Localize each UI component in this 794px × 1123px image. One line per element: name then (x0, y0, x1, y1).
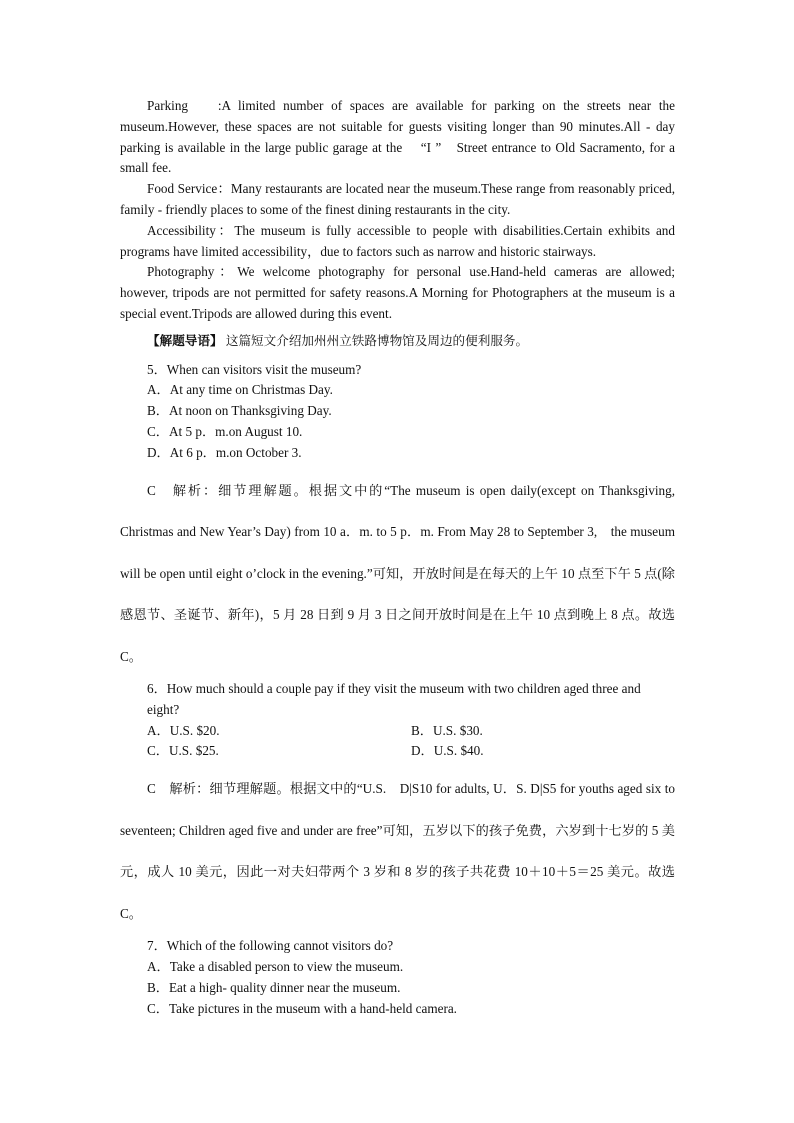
question-5-explanation-lead: C 解析：细节理解题。根据文中的“The museum is open daily(except on Thanksgiving, (147, 482, 675, 498)
question-6-option-c: C．U.S. $25. (147, 743, 219, 759)
question-6-explanation-body: six to seventeen; Children aged five and under are free”可知，五岁以下的孩子免费，六岁到十七岁的 5 美元，成人 10 美元，因此一对夫妇带两个 3 岁和 8 岁的孩子共花费 10＋10＋5＝25 美元。故选 C。 (120, 781, 675, 921)
question-5-explanation-body: Christmas and New Year’s Day) from 10 a．m. to 5 p．m. From May 28 to September 3, the museum will be open until eight o’clock in the evening.”可知，开放时间是在每天的上午 10 点至下午 5 点(除感恩节、圣诞节、新年)，5 月 28 日到 9 月 3 日之间开放时间是在上午 10 点到晚上 8 点。故选 C。 (120, 524, 675, 664)
document-page (120, 96, 675, 1019)
food-service-paragraph: Food Service：Many restaurants are located near the museum.These range from reasonably priced, family - friendly places to some of the finest dining restaurants in the city. (120, 181, 675, 217)
question-7-option-a: A．Take a disabled person to view the museum. (147, 959, 404, 975)
question-6-text: 6．How much should a couple pay if they visit the museum with two children aged three and eight? (147, 681, 641, 717)
question-6-explanation (120, 768, 675, 934)
question-6 (120, 679, 675, 934)
question-6-explanation-lead: C 解析：细节理解题。根据文中的“U.S. D|S10 for adults, U．S. D|S5 for youths aged (147, 781, 643, 797)
question-6-option-b: B．U.S. $30. (411, 722, 483, 738)
question-7-option-c: C．Take pictures in the museum with a hand-held camera. (147, 1000, 457, 1016)
question-7-option-b: B．Eat a high- quality dinner near the museum. (147, 979, 401, 995)
photography-paragraph: Photography：We welcome photography for personal use.Hand-held cameras are allowed; however, tripods are not permitted for safety reasons.A Morning for Photographers at the museum is a special event.Tripods are allowed during this event. (120, 264, 675, 321)
question-6-option-a: A．U.S. $20. (147, 722, 220, 738)
question-5-option-d: D．At 6 p．m.on October 3. (147, 444, 302, 460)
solution-guide (120, 331, 675, 352)
question-6-options-row-2 (120, 741, 675, 762)
question-5 (120, 360, 675, 677)
accessibility-paragraph: Accessibility：The museum is fully accessible to people with disabilities.Certain exhibits and programs have limited accessibility，due to factors such as narrow and historic stairways. (120, 222, 675, 259)
question-5-option-a: A．At any time on Christmas Day. (147, 382, 333, 398)
question-7-text: 7．Which of the following cannot visitors do? (147, 938, 394, 954)
guide-label: 【解题导语】 (147, 332, 223, 348)
question-6-option-d: D．U.S. $40. (411, 743, 484, 759)
guide-text: 这篇短文介绍加州州立铁路博物馆及周边的便利服务。 (225, 332, 529, 348)
question-5-text: 5．When can visitors visit the museum? (147, 361, 362, 377)
question-6-options-row-1 (120, 721, 675, 742)
question-5-option-b: B．At noon on Thanksgiving Day. (147, 403, 332, 419)
question-5-option-c: C．At 5 p．m.on August 10. (147, 423, 303, 439)
parking-paragraph: Parking :A limited number of spaces are available for parking on the streets near the museum.However, these spaces are not suitable for guests visiting longer than 90 minutes.All - day parking is available in the large public garage at the “I ” Street entrance to Old Sacramento, for a small fee. (120, 98, 675, 176)
question-5-explanation (120, 470, 675, 678)
question-7 (120, 936, 675, 1019)
